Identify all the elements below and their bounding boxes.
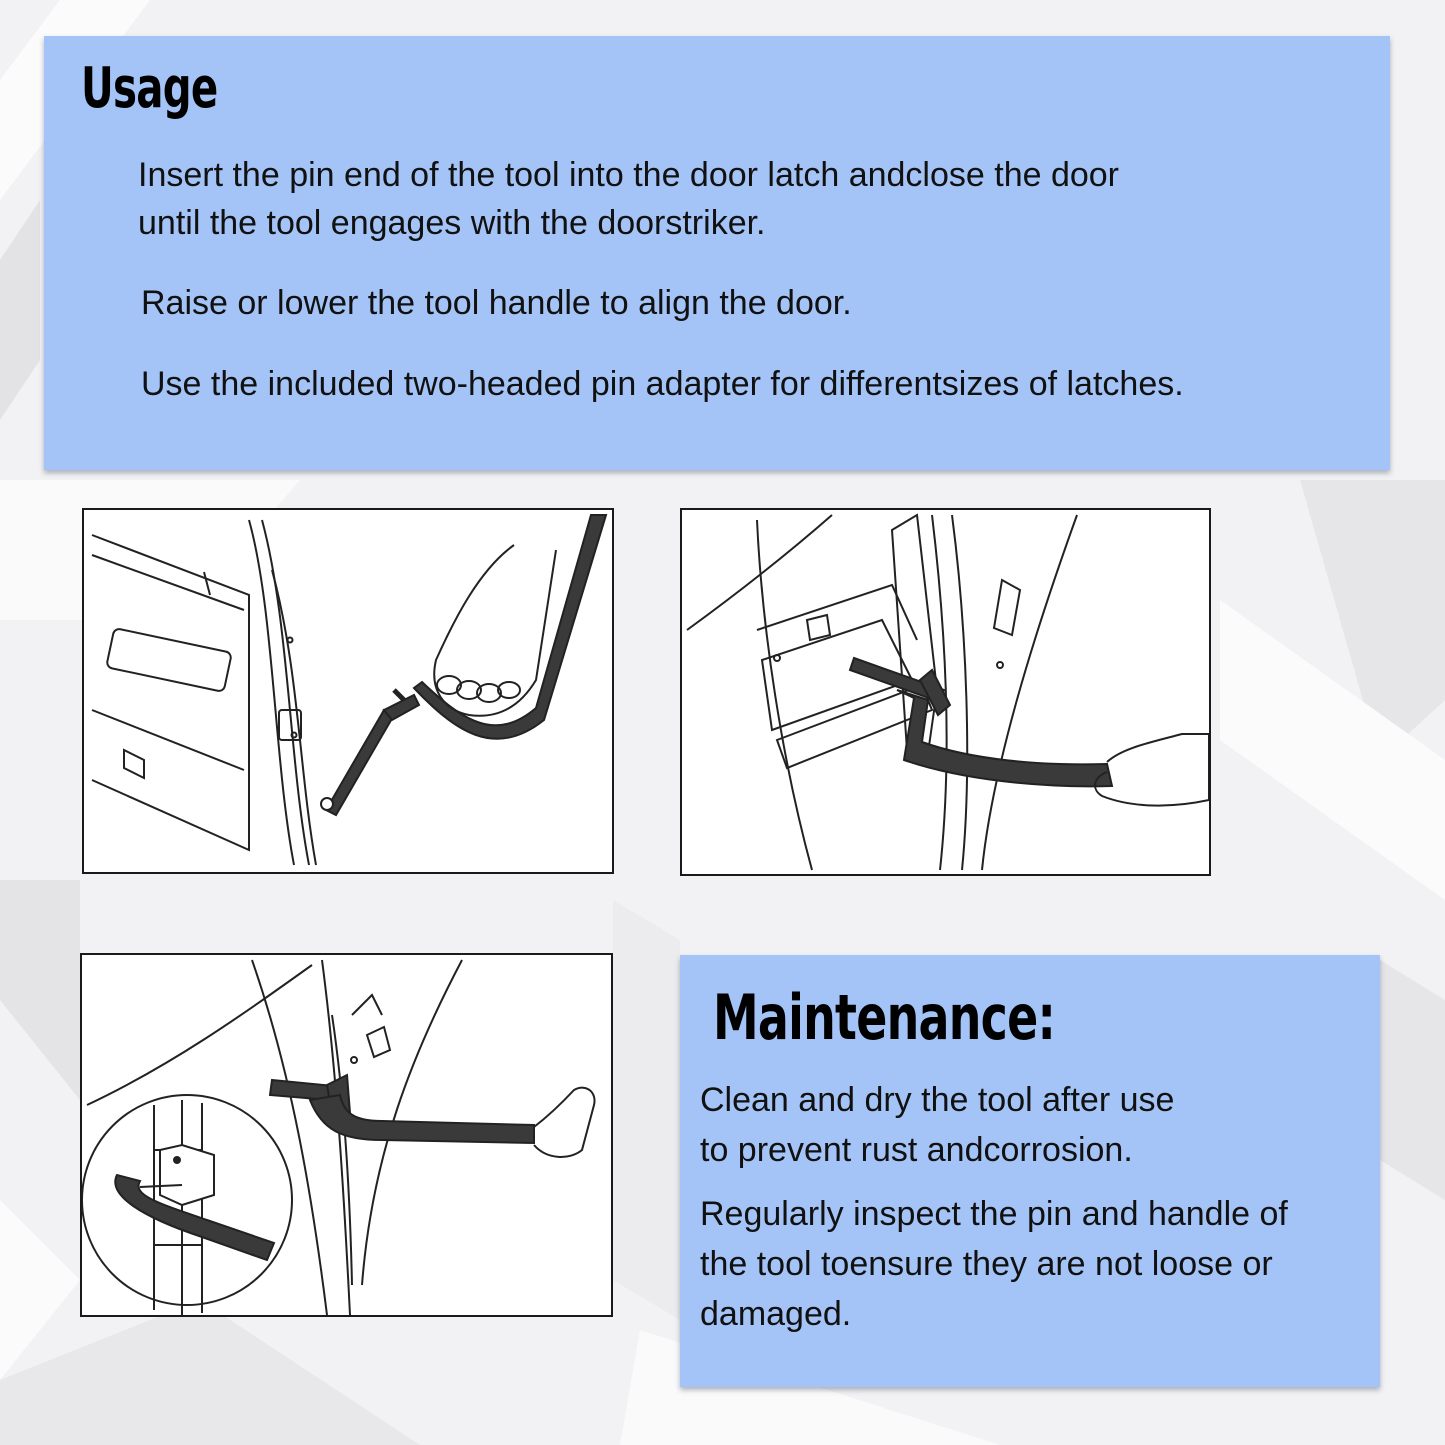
- usage-step-raise-lower: [141, 279, 852, 327]
- usage-step-insert-pin: [138, 151, 1119, 247]
- door-alignment-icon: [682, 510, 1209, 874]
- maintenance-title: Maintenance:: [713, 981, 1056, 1054]
- maintenance-panel: [680, 955, 1380, 1387]
- illustration-insert-pin: [82, 508, 614, 874]
- maintenance-tip-inspect: [700, 1189, 1288, 1339]
- maintenance-tip-inspect-line-3: damaged.: [700, 1295, 852, 1333]
- usage-step-insert-pin-line-2: until the tool engages with the doorstriker.: [138, 204, 766, 242]
- maintenance-tip-inspect-line-1: Regularly inspect the pin and handle of: [700, 1195, 1288, 1233]
- maintenance-tip-clean-line-2: to prevent rust andcorrosion.: [700, 1131, 1133, 1169]
- usage-step-adapter: [141, 360, 1184, 408]
- magnifier-detail-icon: [82, 955, 611, 1315]
- maintenance-tip-inspect-line-2: the tool toensure they are not loose or: [700, 1245, 1273, 1283]
- hand-holding-tool-icon: [84, 510, 612, 872]
- usage-step-adapter-text: Use the included two-headed pin adapter for differentsizes of latches.: [141, 365, 1184, 403]
- maintenance-tip-clean-line-1: Clean and dry the tool after use: [700, 1081, 1175, 1119]
- usage-step-raise-lower-text: Raise or lower the tool handle to align the door.: [141, 284, 852, 322]
- usage-panel: [44, 36, 1390, 470]
- maintenance-tip-clean: [700, 1075, 1174, 1175]
- usage-step-insert-pin-line-1: Insert the pin end of the tool into the door latch andclose the door: [138, 156, 1120, 194]
- illustration-handle-closeup: [80, 953, 613, 1317]
- usage-title: Usage: [81, 56, 218, 121]
- illustration-tool-engaged: [680, 508, 1211, 876]
